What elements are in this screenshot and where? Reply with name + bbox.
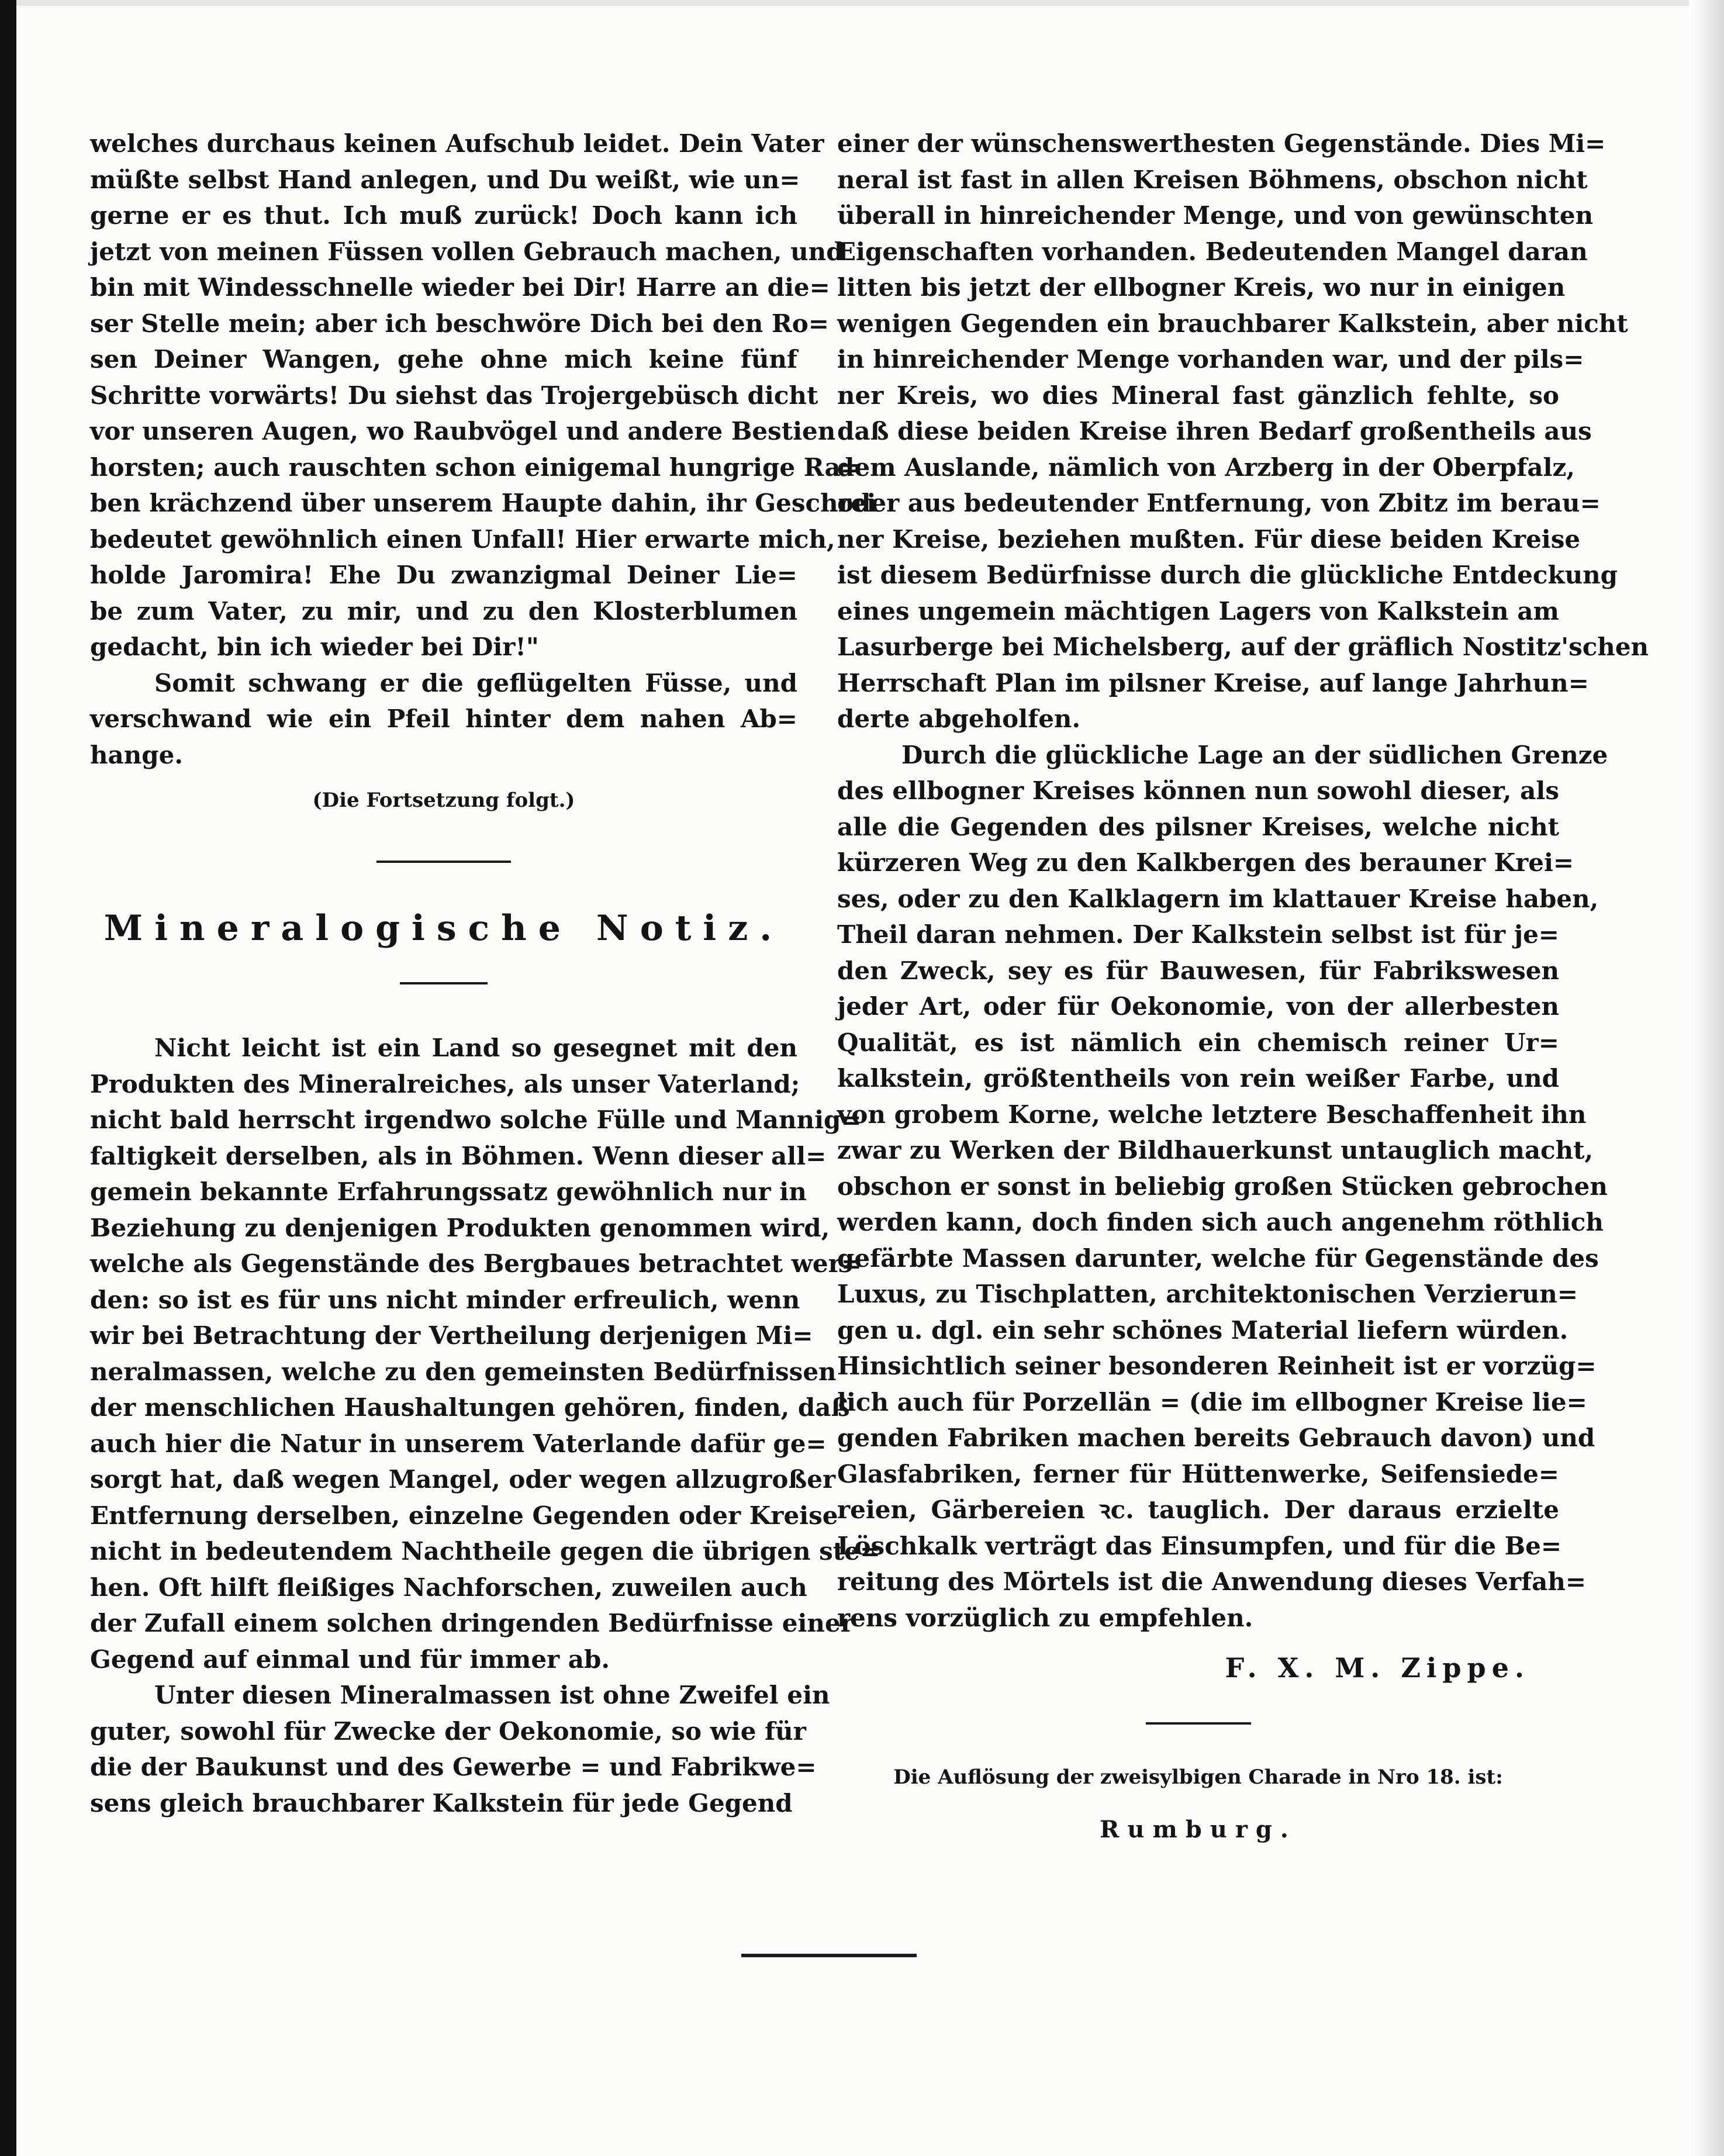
text-line: wenigen Gegenden ein brauchbarer Kalkstein, aber nicht	[837, 309, 1628, 338]
text-line: litten bis jetzt der ellbogner Kreis, wo nur in einigen	[837, 273, 1566, 302]
text-line: derte abgeholfen.	[837, 704, 1081, 733]
text-line: hen. Oft hilft fleißiges Nachforschen, zuweilen auch	[90, 1573, 807, 1602]
text-line: verschwand wie ein Pfeil hinter dem nahen Ab=	[90, 704, 797, 733]
text-line: rens vorzüglich zu empfehlen.	[837, 1603, 1253, 1632]
text-line: gedacht, bin ich wieder bei Dir!"	[90, 633, 539, 661]
text-line: jeder Art, oder für Oekonomie, von der allerbesten	[837, 992, 1559, 1021]
text-line: faltigkeit derselben, als in Böhmen. Wenn dieser all=	[90, 1141, 827, 1170]
text-line: die der Baukunst und des Gewerbe = und Fabrikwe=	[90, 1753, 817, 1781]
text-line: ner Kreis, wo dies Mineral fast gänzlich fehlte, so	[837, 381, 1559, 410]
text-line: auch hier die Natur in unserem Vaterlande dafür ge=	[90, 1429, 827, 1458]
text-line: obschon er sonst in beliebig großen Stücken gebrochen	[837, 1172, 1608, 1201]
section-divider	[376, 861, 511, 863]
text-line: Löschkalk verträgt das Einsumpfen, und für die Be=	[837, 1531, 1562, 1560]
text-line: Theil daran nehmen. Der Kalkstein selbst ist für je=	[837, 920, 1559, 949]
heading-underline	[400, 982, 488, 984]
text-line: eines ungemein mächtigen Lagers von Kalkstein am	[837, 596, 1559, 626]
right-column	[837, 126, 1649, 1847]
text-line: welche als Gegenstände des Bergbaues betrachtet wer=	[90, 1249, 862, 1278]
text-line: Luxus, zu Tischplatten, architektonischen Verzierun=	[837, 1280, 1578, 1308]
text-line: ses, oder zu den Kalklagern im klattauer Kreise haben,	[837, 884, 1599, 913]
text-line: neral ist fast in allen Kreisen Böhmens, obschon nicht	[837, 165, 1588, 194]
page-end-rule	[741, 1954, 917, 1957]
text-line: Somit schwang er die geflügelten Füsse, und	[154, 668, 797, 697]
text-line: Lasurberge bei Michelsberg, auf der gräflich Nostitz'schen	[837, 633, 1649, 661]
text-line: bedeutet gewöhnlich einen Unfall! Hier erwarte mich,	[90, 524, 835, 554]
text-line: lich auch für Porzellän = (die im ellbogner Kreise lie=	[837, 1387, 1587, 1416]
text-line: Unter diesen Mineralmassen ist ohne Zweifel ein	[154, 1681, 830, 1709]
text-line: müßte selbst Hand anlegen, und Du weißt, wie un=	[90, 165, 800, 194]
text-line: neralmassen, welche zu den gemeinsten Bedürfnissen	[90, 1357, 837, 1386]
text-line: Hinsichtlich seiner besonderen Reinheit ist er vorzüg=	[837, 1352, 1597, 1380]
text-line: Produkten des Mineralreiches, als unser Vaterland;	[90, 1069, 800, 1098]
text-line: hange.	[90, 740, 183, 769]
text-line: den: so ist es für uns nicht minder erfreulich, wenn	[90, 1285, 800, 1314]
text-line: Qualität, es ist nämlich ein chemisch reiner Ur=	[837, 1028, 1559, 1057]
text-line: der menschlichen Haushaltungen gehören, finden, daß	[90, 1393, 850, 1422]
charade-solution-line: Die Auflösung der zweisylbigen Charade in Nro 18. ist:	[893, 1765, 1503, 1789]
left-column	[90, 126, 881, 1821]
text-line: in hinreichender Menge vorhanden war, und der pils=	[837, 345, 1584, 374]
text-line: bin mit Windesschnelle wieder bei Dir! Harre an die=	[90, 273, 830, 302]
text-line: werden kann, doch finden sich auch angenehm röthlich	[837, 1208, 1604, 1236]
text-line: Herrschaft Plan im pilsner Kreise, auf lange Jahrhun=	[837, 668, 1589, 697]
charade-solution-word: Rumburg.	[1100, 1816, 1297, 1843]
text-line: dem Auslande, nämlich von Arzberg in der Oberpfalz,	[837, 452, 1575, 482]
text-line: Eigenschaften vorhanden. Bedeutenden Mangel daran	[837, 237, 1588, 266]
story-text	[90, 126, 876, 773]
continuation-note: (Die Fortsetzung folgt.)	[312, 789, 575, 812]
text-line: gerne er es thut. Ich muß zurück! Doch kann ich	[90, 201, 797, 230]
text-line: Gegend auf einmal und für immer ab.	[90, 1644, 610, 1674]
text-line: ist diesem Bedürfnisse durch die glückliche Entdeckung	[837, 561, 1618, 589]
text-line: kalkstein, größtentheils von rein weißer Farbe, und	[837, 1064, 1559, 1093]
text-line: welches durchaus keinen Aufschub leidet. Dein Vater	[90, 129, 824, 158]
text-line: jetzt von meinen Füssen vollen Gebrauch machen, und	[90, 237, 844, 266]
text-line: Durch die glückliche Lage an der südlichen Grenze	[901, 740, 1608, 769]
text-line: ben krächzend über unserem Haupte dahin, ihr Geschrei	[90, 489, 876, 517]
text-line: reitung des Mörtels ist die Anwendung dieses Verfah=	[837, 1567, 1587, 1596]
author-signature: F. X. M. Zippe.	[1225, 1652, 1530, 1684]
text-line: Beziehung zu denjenigen Produkten genommen wird,	[90, 1213, 830, 1242]
scan-border-right	[1689, 0, 1724, 2156]
scan-border-top	[16, 0, 1724, 6]
scan-border-left	[0, 0, 16, 2156]
text-line: guter, sowohl für Zwecke der Oekonomie, so wie für	[90, 1716, 806, 1746]
text-line: sen Deiner Wangen, gehe ohne mich keine fünf	[90, 345, 797, 374]
text-line: be zum Vater, zu mir, und zu den Klosterblumen	[90, 596, 797, 626]
text-line: reien, Gärbereien ꝛc. tauglich. Der daraus erzielte	[837, 1495, 1559, 1524]
text-line: gefärbte Massen darunter, welche für Gegenstände des	[837, 1243, 1599, 1273]
text-line: von grobem Korne, welche letztere Beschaffenheit ihn	[837, 1100, 1587, 1129]
text-line: ner Kreise, beziehen mußten. Für diese beiden Kreise	[837, 524, 1581, 554]
text-line: Glasfabriken, ferner für Hüttenwerke, Seifensiede=	[837, 1459, 1559, 1488]
article-text-right	[837, 126, 1649, 1636]
closing-divider	[1146, 1722, 1251, 1725]
text-line: nicht bald herrscht irgendwo solche Fülle und Mannig=	[90, 1105, 862, 1134]
text-line: gen u. dgl. ein sehr schönes Material liefern würden.	[837, 1315, 1568, 1345]
text-line: daß diese beiden Kreise ihren Bedarf großentheils aus	[837, 417, 1592, 445]
text-line: kürzeren Weg zu den Kalkbergen des berauner Krei=	[837, 848, 1574, 877]
text-line: gemein bekannte Erfahrungssatz gewöhnlich nur in	[90, 1177, 807, 1206]
article-text-left	[90, 1030, 881, 1821]
text-line: genden Fabriken machen bereits Gebrauch davon) und	[837, 1423, 1595, 1452]
text-line: den Zweck, sey es für Bauwesen, für Fabrikswesen	[837, 956, 1559, 985]
text-line: oder aus bedeutender Entfernung, von Zbitz im berau=	[837, 489, 1601, 517]
text-line: einer der wünschenswerthesten Gegenstände. Dies Mi=	[837, 129, 1606, 158]
text-line: überall in hinreichender Menge, und von gewünschten	[837, 201, 1594, 230]
text-line: sens gleich brauchbarer Kalkstein für jede Gegend	[90, 1788, 793, 1818]
text-line: horsten; auch rauschten schon einigemal hungrige Ra=	[90, 452, 861, 482]
text-line: holde Jaromira! Ehe Du zwanzigmal Deiner Lie=	[90, 561, 797, 589]
text-line: Nicht leicht ist ein Land so gesegnet mit den	[154, 1034, 797, 1062]
text-line: wir bei Betrachtung der Vertheilung derjenigen Mi=	[90, 1321, 813, 1350]
text-line: Entfernung derselben, einzelne Gegenden oder Kreise	[90, 1501, 838, 1530]
text-line: alle die Gegenden des pilsner Kreises, welche nicht	[837, 812, 1559, 841]
newspaper-page	[16, 6, 1689, 2156]
text-line: vor unseren Augen, wo Raubvögel und andere Bestien	[90, 417, 836, 445]
text-line: zwar zu Werken der Bildhauerkunst untauglich macht,	[837, 1136, 1594, 1165]
text-line: des ellbogner Kreises können nun sowohl dieser, als	[837, 776, 1559, 805]
text-line: Schritte vorwärts! Du siehst das Trojergebüsch dicht	[90, 381, 818, 410]
text-line: der Zufall einem solchen dringenden Bedürfnisse einer	[90, 1609, 854, 1637]
text-line: nicht in bedeutendem Nachtheile gegen die übrigen ste=	[90, 1537, 881, 1566]
text-line: ser Stelle mein; aber ich beschwöre Dich bei den Ro=	[90, 309, 829, 338]
text-line: sorgt hat, daß wegen Mangel, oder wegen allzugroßer	[90, 1465, 836, 1494]
article-heading: Mineralogische Notiz.	[103, 908, 784, 949]
